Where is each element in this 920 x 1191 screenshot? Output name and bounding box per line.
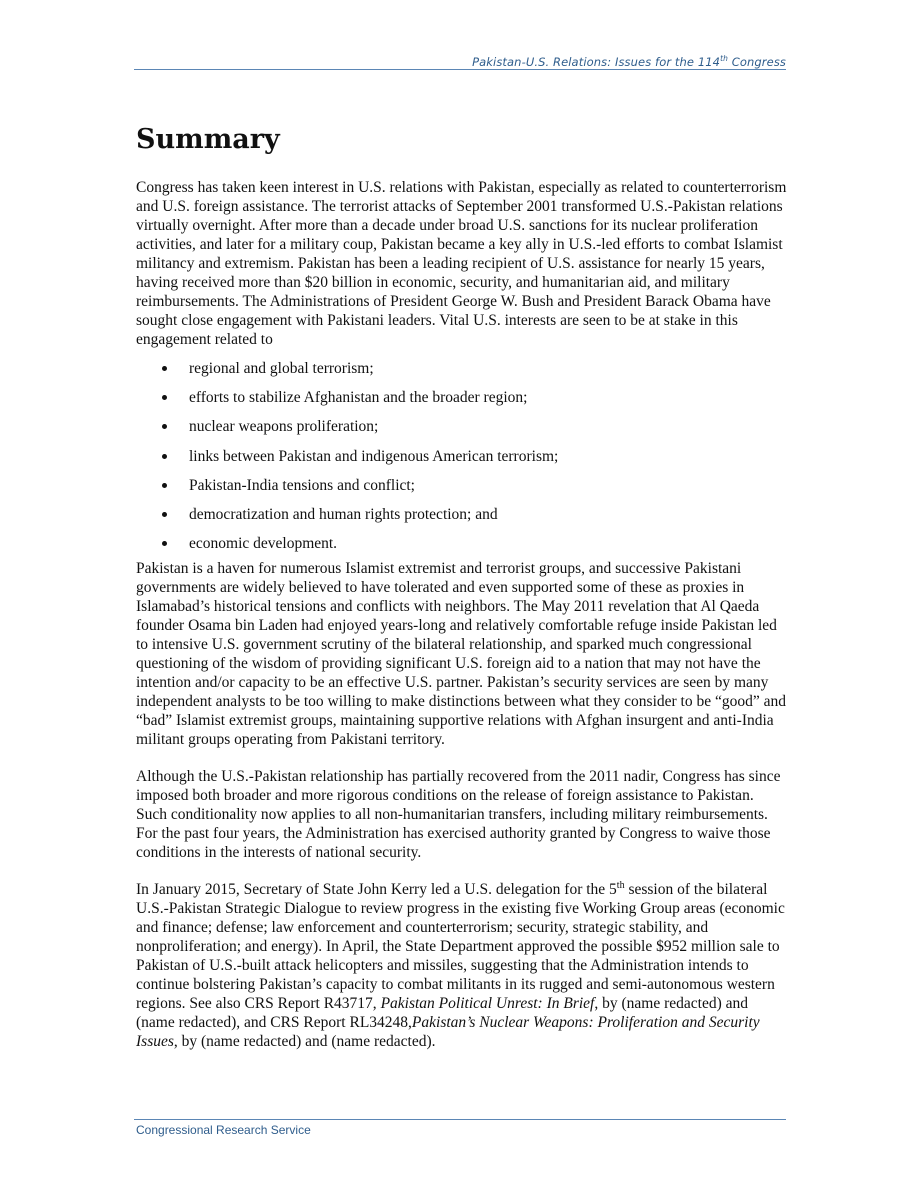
header-rule (134, 69, 786, 70)
list-item-text: links between Pakistan and indigenous American terrorism; (189, 447, 559, 465)
list-item (136, 476, 788, 495)
bullet-icon (162, 512, 167, 517)
running-header (134, 55, 786, 69)
paragraph-4-text: session of the bilateral U.S.-Pakistan Strategic Dialogue to review progress in the existing five Working Group areas (economic and finance; defense; law enforcement and counterterrorism; security, strategic stability, and nonproliferation; and energy). In April, the State Department approved the possible $952 million sale to Pakistan of U.S.-built attack helicopters and missiles, suggesting that the Administration intends to continue bolstering Pakistan’s capacity to combat militants in its rugged and semi-autonomous western regions. See also CRS Report R43717, (136, 881, 785, 1013)
paragraph-4-text: , by (name redacted) and (name redacted), and CRS Report RL34248, (136, 995, 749, 1032)
bullet-icon (162, 454, 167, 459)
interests-list (136, 359, 788, 553)
bullet-icon (162, 541, 167, 546)
paragraph-2: Pakistan is a haven for numerous Islamist extremist and terrorist groups, and successive Pakistani governments are widely believed to have tolerated and even supported some of these as proxies in Islamabad’s historical tensions and conflicts with neighbors. The May 2011 revelation that Al Qaeda founder Osama bin Laden had enjoyed years-long and relatively comfortable refuge inside Pakistan led to intensive U.S. government scrutiny of the bilateral relationship, and sparked much congressional questioning of the wisdom of providing significant U.S. foreign aid to a nation that may not have the intention and/or capacity to be an effective U.S. partner. Pakistan’s security services are seen by many independent analysts to be too willing to make distinctions between what they consider to be “good” and “bad” Islamist extremist groups, maintaining supportive relations with Afghan insurgent and anti-India militant groups operating from Pakistani territory. (136, 560, 786, 749)
bullet-icon (162, 424, 167, 429)
running-header-superscript: th (720, 54, 728, 64)
paragraph-4 (136, 880, 788, 1051)
list-item-text: Pakistan-India tensions and conflict; (189, 476, 415, 494)
paragraph-1: Congress has taken keen interest in U.S. relations with Pakistan, especially as related to counterterrorism and U.S. foreign assistance. The terrorist attacks of September 2001 transformed U.S.-Pakistan relations virtually overnight. After more than a decade under broad U.S. sanctions for its nuclear proliferation activities, and later for a military coup, Pakistan became a key ally in U.S.-led efforts to combat Islamist militancy and extremism. Pakistan has been a leading recipient of U.S. assistance for nearly 15 years, having received more than $20 billion in economic, security, and humanitarian aid, and military reimbursements. The Administrations of President George W. Bush and President Barack Obama have sought close engagement with Pakistani leaders. Vital U.S. interests are seen to be at stake in this engagement related to (136, 179, 787, 348)
paragraph-4-superscript: th (616, 879, 625, 891)
list-item (136, 417, 788, 436)
bullet-icon (162, 483, 167, 488)
paragraph-4-text: , by (name redacted) and (name redacted). (173, 1033, 436, 1051)
list-item (136, 534, 788, 553)
list-item-text: nuclear weapons proliferation; (189, 418, 379, 436)
running-header-text: Pakistan-U.S. Relations: Issues for the 114 (472, 55, 721, 69)
running-header-text-end: Congress (728, 55, 786, 69)
list-item-text: efforts to stabilize Afghanistan and the broader region; (189, 389, 528, 407)
list-item (136, 388, 788, 407)
paragraph-3: Although the U.S.-Pakistan relationship has partially recovered from the 2011 nadir, Congress has since imposed both broader and more rigorous conditions on the release of foreign assistance to Pakistan. Such conditionality now applies to all non-humanitarian transfers, including military reimbursements. For the past four years, the Administration has exercised authority granted by Congress to waive those conditions in the interests of national security. (136, 768, 781, 862)
list-item-text: democratization and human rights protection; and (189, 505, 498, 523)
page-title: Summary (136, 124, 280, 155)
list-item (136, 505, 788, 524)
summary-body (136, 178, 788, 1051)
bullet-icon (162, 366, 167, 371)
paragraph-4-text: In January 2015, Secretary of State John Kerry led a U.S. delegation for the 5 (136, 881, 617, 899)
bullet-icon (162, 395, 167, 400)
list-item-text: economic development. (189, 535, 338, 553)
footer-rule (134, 1119, 786, 1120)
list-item (136, 359, 788, 378)
report-title-rl34248: Pakistan’s Nuclear Weapons: Proliferation and Security Issues (136, 1014, 760, 1051)
report-title-r43717: Pakistan Political Unrest: In Brief (380, 995, 595, 1013)
footer-text: Congressional Research Service (136, 1123, 311, 1137)
list-item-text: regional and global terrorism; (189, 360, 374, 377)
list-item (136, 447, 788, 466)
